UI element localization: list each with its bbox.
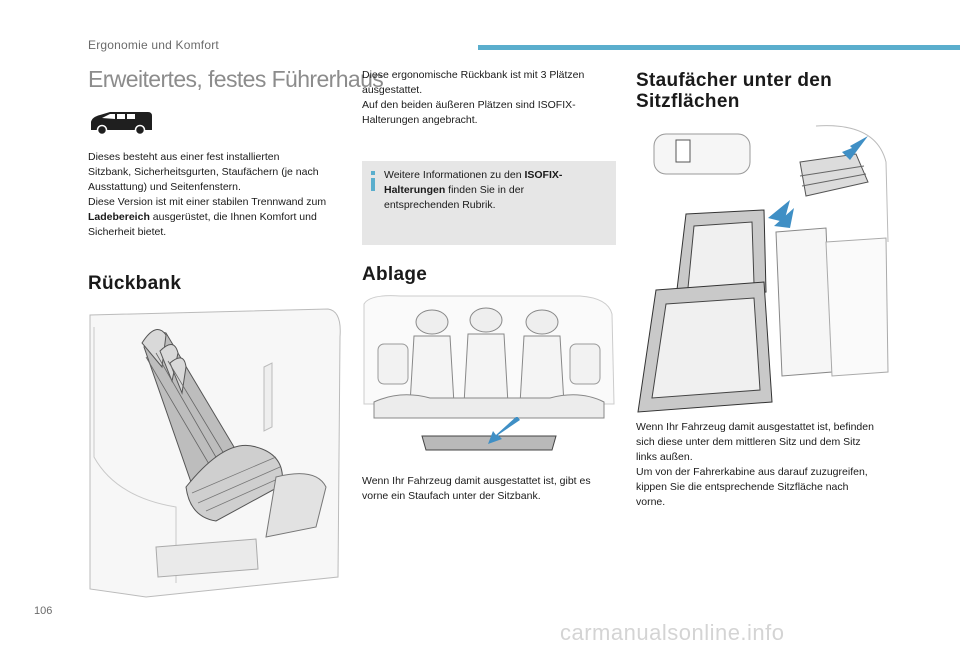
- isofix-link: ISOFIX-: [524, 169, 563, 181]
- isofix-link-cont: Halterungen: [384, 184, 446, 196]
- caption-line: vorne ein Staufach unter der Sitzbank.: [362, 490, 541, 502]
- bench-line: ausgestattet.: [362, 84, 423, 96]
- caption-line: links außen.: [636, 451, 693, 463]
- underseat-storage-illustration: [636, 122, 892, 414]
- underseat-caption: [636, 420, 896, 510]
- info-line: [384, 183, 610, 198]
- intro-line: Ausstattung) und Seitenfenstern.: [88, 181, 241, 193]
- caption-line: sich diese unter dem mittleren Sitz und dem Sitz: [636, 436, 861, 448]
- watermark: carmanualsonline.info: [560, 620, 785, 645]
- heading-line: Sitzflächen: [636, 91, 740, 112]
- heading-staufaecher: [636, 70, 832, 112]
- bench-description: [362, 68, 618, 128]
- info-line: entsprechenden Rubrik.: [384, 199, 496, 211]
- caption-line: kippen Sie die entsprechende Sitzfläche nach: [636, 481, 849, 493]
- info-line: [384, 168, 610, 183]
- caption-line: Wenn Ihr Fahrzeug damit ausgestattet ist, gibt es: [362, 475, 591, 487]
- info-prefix: Weitere Informationen zu den: [384, 169, 525, 181]
- info-text: [384, 168, 610, 213]
- van-icon: [88, 110, 154, 136]
- chapter-title: Erweitertes, festes Führerhaus: [88, 66, 384, 92]
- page-number: 106: [34, 605, 53, 617]
- intro-line: Sitzbank, Sicherheitsgurten, Staufächern (je nach: [88, 166, 319, 178]
- intro-line: Diese Version ist mit einer stabilen Trennwand zum: [88, 196, 327, 208]
- intro-line: Dieses besteht aus einer fest installierten: [88, 151, 280, 163]
- bench-line: Halterungen angebracht.: [362, 114, 478, 126]
- bench-line: Diese ergonomische Rückbank ist mit 3 Plätzen: [362, 69, 585, 81]
- section-label: Ergonomie und Komfort: [88, 38, 219, 52]
- heading-rueckbank: Rückbank: [88, 273, 182, 294]
- header-rule: [478, 45, 960, 50]
- intro-rest: ausgerüstet, die Ihnen Komfort und: [149, 211, 317, 223]
- bench-line: Auf den beiden äußeren Plätzen sind ISOFIX-: [362, 99, 576, 111]
- caption-line: Wenn Ihr Fahrzeug damit ausgestattet ist, befinden: [636, 421, 874, 433]
- heading-ablage: Ablage: [362, 264, 428, 285]
- info-icon: [368, 170, 378, 192]
- intro-text: [88, 150, 350, 240]
- intro-line: Sicherheit bietet.: [88, 226, 167, 238]
- caption-line: vorne.: [636, 496, 666, 508]
- rear-bench-illustration: [86, 307, 348, 599]
- intro-bold: Ladebereich: [88, 211, 150, 223]
- intro-line: [88, 210, 350, 225]
- info-rest: finden Sie in der: [445, 184, 525, 196]
- arrow-icon: [486, 417, 524, 447]
- heading-line: Staufächer unter den: [636, 70, 833, 91]
- caption-line: Um von der Fahrerkabine aus darauf zuzugreifen,: [636, 466, 868, 478]
- storage-caption: [362, 474, 618, 504]
